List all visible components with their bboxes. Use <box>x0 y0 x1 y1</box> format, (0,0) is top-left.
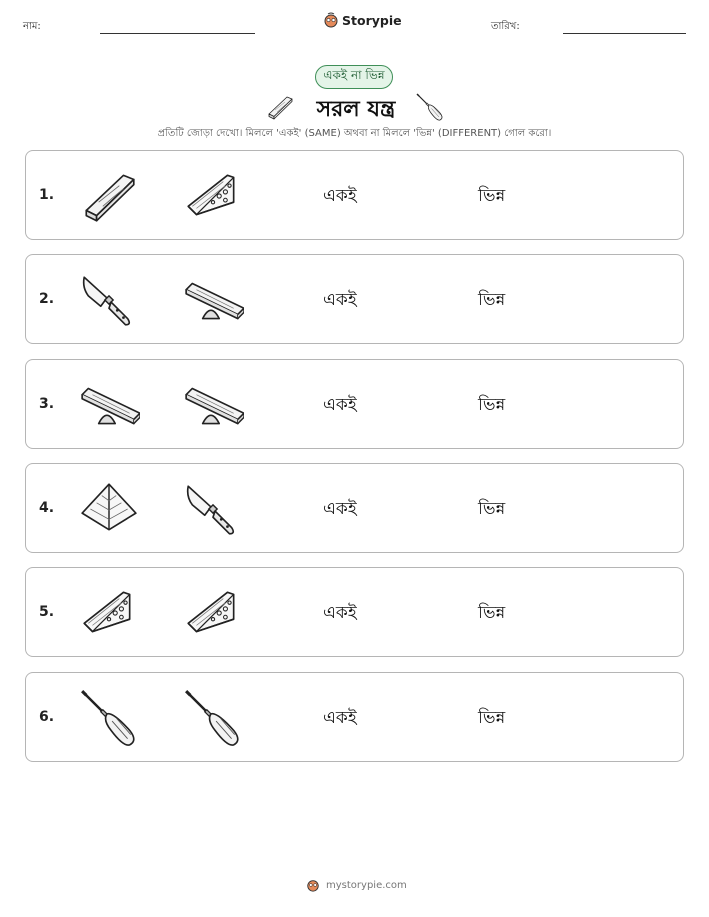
storypie-mascot-icon <box>323 12 339 28</box>
question-row <box>25 463 684 553</box>
wedge-icon <box>78 582 140 644</box>
different-option[interactable]: ভিন্ন <box>478 186 506 206</box>
storypie-mascot-icon <box>306 878 320 892</box>
lever-icon <box>182 269 244 331</box>
footer-url: mystorypie.com <box>326 879 407 891</box>
footer <box>306 878 407 892</box>
pyramid-icon <box>78 478 140 540</box>
date-line[interactable] <box>563 33 686 34</box>
activity-badge: একই না ভিন্ন <box>315 65 393 89</box>
screwdriver-icon <box>78 687 140 749</box>
page-title: সরল যন্ত্র <box>316 97 396 122</box>
lever-icon <box>78 374 140 436</box>
same-option[interactable]: একই <box>323 186 357 206</box>
wedge-icon <box>182 165 244 227</box>
question-number: 3. <box>39 395 55 412</box>
different-option[interactable]: ভিন্ন <box>478 290 506 311</box>
question-number: 5. <box>39 604 55 621</box>
date-label: তারিখ: <box>491 21 520 32</box>
wedge-icon <box>182 582 244 644</box>
brand-logo <box>323 12 402 28</box>
name-label: নাম: <box>23 21 41 32</box>
instructions-text: প্রতিটি জোড়া দেখো। মিললে 'একই' (SAME) অথবা না মিললে 'ভিন্ন' (DIFFERENT) গোল করো। <box>157 128 552 139</box>
knife-icon <box>78 269 140 331</box>
plank-icon <box>78 165 140 227</box>
screwdriver-icon <box>182 687 244 749</box>
different-option[interactable]: ভিন্ন <box>478 498 506 519</box>
same-option[interactable]: একই <box>323 394 357 415</box>
screwdriver-icon <box>414 92 446 122</box>
same-option[interactable]: একই <box>323 603 357 624</box>
different-option[interactable]: ভিন্ন <box>478 707 506 728</box>
name-line[interactable] <box>100 33 255 34</box>
question-row <box>25 359 684 449</box>
brand-name: Storypie <box>342 12 402 28</box>
different-option[interactable]: ভিন্ন <box>478 394 506 415</box>
knife-icon <box>182 478 244 540</box>
question-row <box>25 254 684 344</box>
same-option[interactable]: একই <box>323 498 357 519</box>
question-row <box>25 672 684 762</box>
question-number: 6. <box>39 708 55 725</box>
question-number: 2. <box>39 291 55 308</box>
question-number: 1. <box>39 187 55 203</box>
same-option[interactable]: একই <box>323 290 357 311</box>
plank-icon <box>263 92 297 122</box>
same-option[interactable]: একই <box>323 707 357 728</box>
lever-icon <box>182 374 244 436</box>
different-option[interactable]: ভিন্ন <box>478 603 506 624</box>
question-row <box>25 150 684 240</box>
question-row <box>25 567 684 657</box>
question-number: 4. <box>39 499 55 516</box>
